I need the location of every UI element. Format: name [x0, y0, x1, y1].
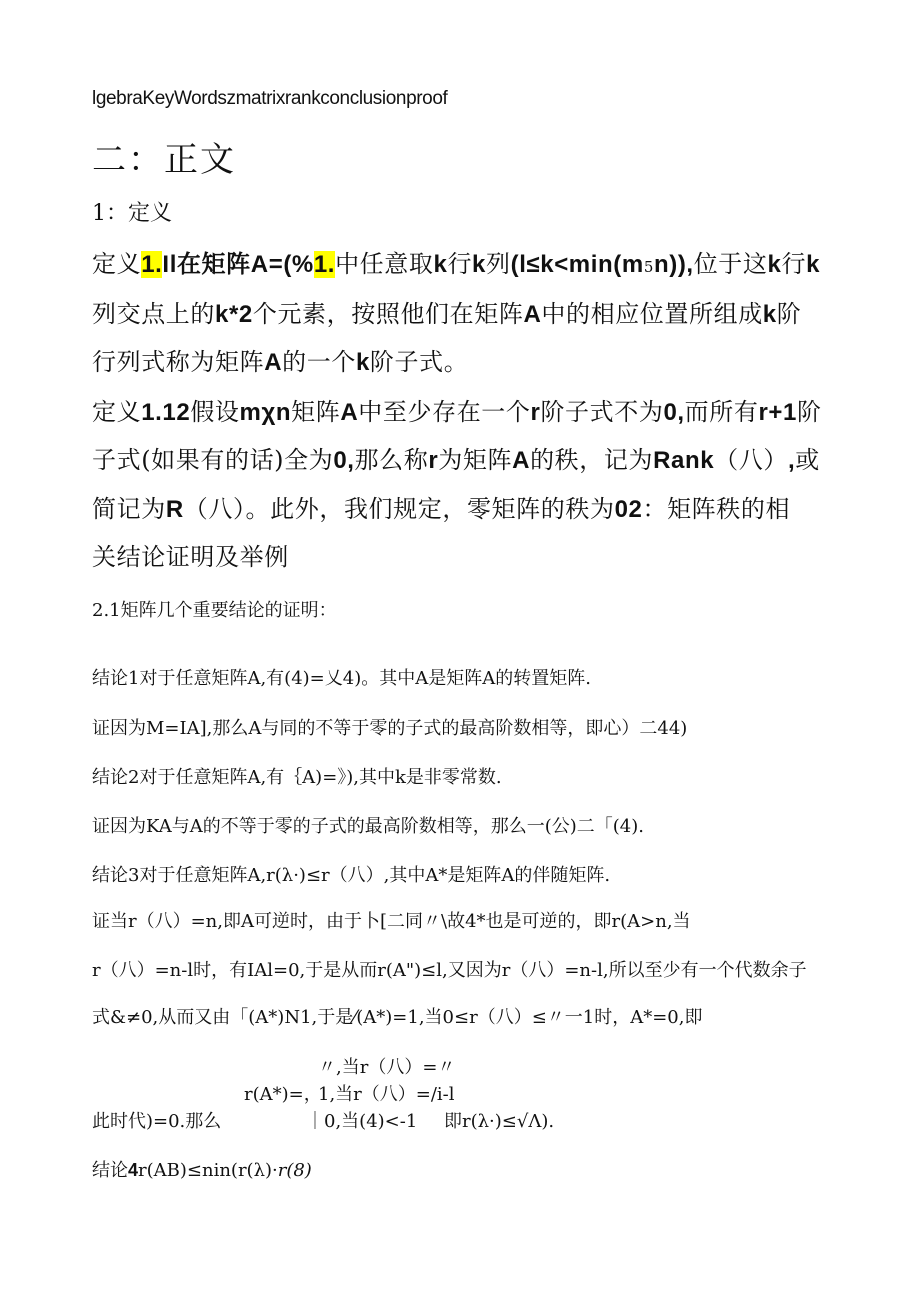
conclusion-3: 结论3对于任意矩阵A,r(λ·)≤r（八）,其中A*是矩阵A的伴随矩阵. — [92, 865, 611, 886]
subsection-2-1: 2.1矩阵几个重要结论的证明： — [92, 600, 337, 621]
cases-lhs: r(A*)=， — [244, 1084, 322, 1105]
conclusion-2: 结论2对于任意矩阵A,有｛A)=》),其中k是非零常数. — [92, 767, 502, 788]
definition-1-11-line-1: 定义1.Il在矩阵A=(%1.中任意取k行k列(l≤k<min(m5n)),位于这k行k — [92, 250, 821, 278]
conclusion-4: 结论4r(AB)≤nin(r(λ)·r(8) — [92, 1160, 312, 1181]
keywords-line: lgebraKeyWordszmatrixrankconclusionproof — [92, 88, 448, 109]
subsection-definitions: 1：定义 — [92, 201, 172, 226]
cases-row-2: 1,当r（八）=/i-l — [318, 1084, 455, 1105]
definition-1-12-line-4: 关结论证明及举例 — [92, 543, 289, 571]
proof-3-line-1: 证当r（八）=n,即A可逆时，由于卜[二同〃\故4*也是可逆的，即r(A>n,当 — [92, 911, 691, 932]
proof-1: 证因为M=IA],那么A与同的不等于零的子式的最高阶数相等，即心）二44) — [92, 718, 688, 739]
definition-1-11-line-2: 列交点上的k*2个元素，按照他们在矩阵A中的相应位置所组成k阶 — [92, 300, 802, 328]
definition-1-12-line-3: 简记为R（八）。此外，我们规定，零矩阵的秩为02：矩阵秩的相 — [92, 495, 791, 523]
cases-prefix: 此时代)=0.那么 — [92, 1111, 222, 1132]
conclusion-1: 结论1对于任意矩阵A,有(4)=乂4)。其中A是矩阵A的转置矩阵. — [92, 668, 591, 689]
definition-1-12-line-2: 子式(如果有的话)全为0,那么称r为矩阵A的秩，记为Rank（八）,或 — [92, 446, 820, 474]
definition-1-11-line-3: 行列式称为矩阵A的一个k阶子式。 — [92, 348, 469, 376]
cases-row-1: 〃,当r（八）=〃 — [318, 1057, 456, 1078]
definition-1-12-line-1: 定义1.12假设mχn矩阵A中至少存在一个r阶子式不为0,而所有r+1阶 — [92, 398, 822, 426]
proof-3-line-2: r（八）=n-l时，有IAl=0,于是从而r(A")≤l,又因为r（八）=n-l,所以至少有一个代数余子 — [92, 960, 807, 981]
cases-conclusion: 即r(λ·)≤√Λ). — [444, 1111, 555, 1132]
proof-2: 证因为KA与A的不等于零的子式的最高阶数相等，那么一(公)二「(4). — [92, 816, 644, 837]
section-title: 二：正文 — [92, 140, 236, 180]
proof-3-line-3: 式&≠0,从而又由「(A*)N1,于是⁄(A*)=1,当0≤r（八）≤〃一1时，A*=0,即 — [92, 1007, 703, 1028]
cases-row-3: ｜0,当(4)<-1 — [306, 1111, 418, 1132]
